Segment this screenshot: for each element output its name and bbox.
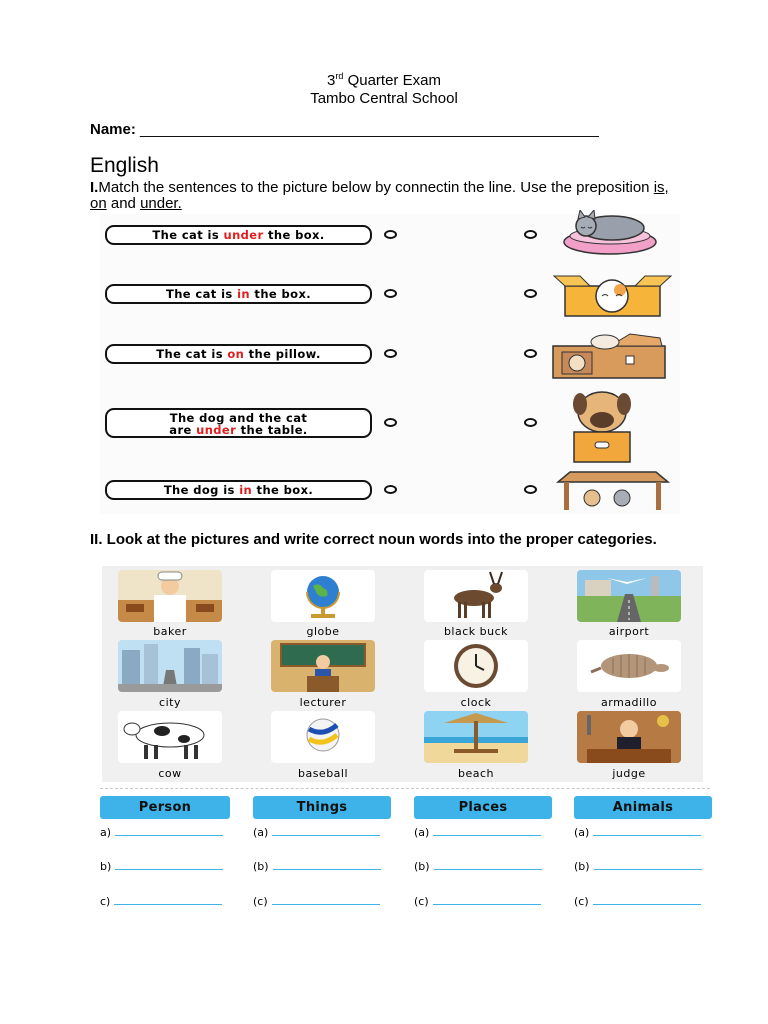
answer-field[interactable]: b) bbox=[100, 860, 223, 873]
right-connector-dot[interactable] bbox=[524, 485, 537, 494]
answer-field[interactable]: (c) bbox=[414, 895, 541, 908]
sentence-1: The cat is under the box. bbox=[105, 225, 372, 245]
city-image bbox=[118, 640, 222, 692]
cat-in-box-image bbox=[550, 270, 675, 318]
picture-label: armadillo bbox=[601, 696, 657, 709]
answer-field[interactable]: (a) bbox=[253, 826, 380, 839]
right-connector-dot[interactable] bbox=[524, 230, 537, 239]
name-field[interactable]: Name: _______________________________________________________ bbox=[90, 121, 599, 138]
judge-image bbox=[577, 711, 681, 763]
answer-field[interactable]: (b) bbox=[574, 860, 702, 873]
category-things: Things bbox=[253, 796, 391, 819]
sentence-3: The cat is on the pillow. bbox=[105, 344, 372, 364]
picture-label: globe bbox=[306, 625, 340, 638]
left-connector-dot[interactable] bbox=[384, 230, 397, 239]
picture-label: baker bbox=[153, 625, 187, 638]
picture-label: lecturer bbox=[299, 696, 347, 709]
airport-image bbox=[577, 570, 681, 622]
answer-field[interactable]: (a) bbox=[414, 826, 541, 839]
dog-and-cat-under-table-image bbox=[550, 468, 675, 512]
sentence-4: The dog and the cat are under the table. bbox=[105, 408, 372, 438]
part1-instructions: I.Match the sentences to the picture below by connectin the line. Use the preposition is, on and under. bbox=[90, 179, 669, 212]
lecturer-image bbox=[271, 640, 375, 692]
cat-on-pillow-image bbox=[550, 210, 675, 256]
category-person: Person bbox=[100, 796, 230, 819]
answer-field[interactable]: (b) bbox=[253, 860, 381, 873]
baker-image bbox=[118, 570, 222, 622]
cow-image bbox=[118, 711, 222, 763]
picture-label: baseball bbox=[297, 767, 349, 780]
answer-field[interactable]: (b) bbox=[414, 860, 542, 873]
category-animals: Animals bbox=[574, 796, 712, 819]
armadillo-image bbox=[577, 640, 681, 692]
clock-image bbox=[424, 640, 528, 692]
right-connector-dot[interactable] bbox=[524, 289, 537, 298]
answer-field[interactable]: (a) bbox=[574, 826, 701, 839]
picture-label: cow bbox=[158, 767, 182, 780]
globe-image bbox=[271, 570, 375, 622]
left-connector-dot[interactable] bbox=[384, 418, 397, 427]
answer-field[interactable]: (c) bbox=[253, 895, 380, 908]
picture-label: beach bbox=[457, 767, 494, 780]
category-places: Places bbox=[414, 796, 552, 819]
picture-label: judge bbox=[612, 767, 646, 780]
picture-grid bbox=[102, 566, 703, 782]
picture-label: airport bbox=[608, 625, 650, 638]
right-connector-dot[interactable] bbox=[524, 349, 537, 358]
picture-label: clock bbox=[460, 696, 492, 709]
answer-field[interactable]: c) bbox=[100, 895, 222, 908]
baseball-image bbox=[271, 711, 375, 763]
answer-field[interactable]: a) bbox=[100, 826, 223, 839]
cat-with-box-image bbox=[550, 332, 675, 380]
left-connector-dot[interactable] bbox=[384, 349, 397, 358]
beach-image bbox=[424, 711, 528, 763]
picture-label: black buck bbox=[443, 625, 509, 638]
left-connector-dot[interactable] bbox=[384, 289, 397, 298]
exam-header bbox=[0, 72, 768, 108]
divider bbox=[100, 788, 710, 789]
right-connector-dot[interactable] bbox=[524, 418, 537, 427]
answer-field[interactable]: (c) bbox=[574, 895, 701, 908]
left-connector-dot[interactable] bbox=[384, 485, 397, 494]
picture-label: city bbox=[159, 696, 181, 709]
sentence-5: The dog is in the box. bbox=[105, 480, 372, 500]
exam-title: 3rd Quarter Exam bbox=[327, 71, 441, 89]
subject-heading: English bbox=[90, 154, 159, 177]
matching-area bbox=[100, 214, 680, 514]
school-name: Tambo Central School bbox=[310, 90, 458, 107]
black-buck-image bbox=[424, 570, 528, 622]
part2-instructions: II. Look at the pictures and write correct noun words into the proper categories. bbox=[90, 531, 657, 548]
sentence-2: The cat is in the box. bbox=[105, 284, 372, 304]
dog-in-box-image bbox=[550, 390, 675, 464]
